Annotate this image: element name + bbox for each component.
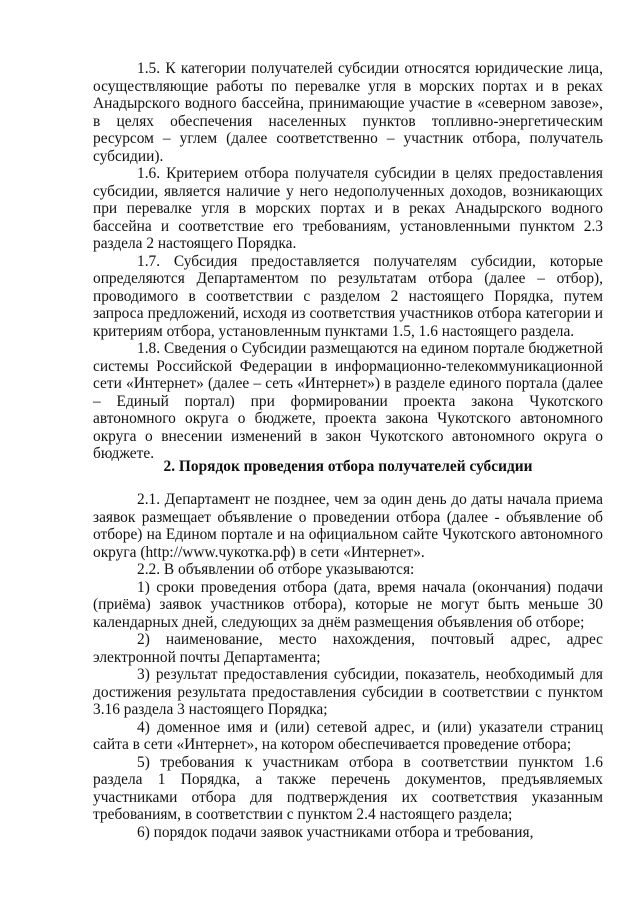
list-item-5: 5) требования к участникам отбора в соответствии пунктом 1.6 раздела 1 Порядка, а также перечень документов, предъявляемых участниками отбора для подтверждения их соответствия указанным требованиям, в соответствии с пунктом 2.4 настоящего раздела;	[93, 753, 603, 823]
list-item-6: 6) порядок подачи заявок участниками отбора и требования,	[137, 823, 534, 841]
list-item-4: 4) доменное имя и (или) сетевой адрес, и (или) указатели страниц сайта в сети «Интернет», на котором обеспечивается проведение отбора;	[93, 718, 603, 753]
section-1-body	[93, 60, 603, 463]
section-2-heading: 2. Порядок проведения отбора получателей субсидии	[163, 458, 533, 475]
paragraph-2-2: 2.2. В объявлении об отборе указываются:	[137, 561, 415, 578]
paragraph-1-8: 1.8. Сведения о Субсидии размещаются на едином портале бюджетной системы Российской Федерации в информационно-телекоммуникационной сети «Интернет» (далее – сеть «Интернет») в разделе единого портала (далее – Единый портал) при формировании проекта закона Чукотского автономного округа о бюджете, проекта закона Чукотского автономного округа о внесении изменений в закон Чукотского автономного округа о бюджете.	[93, 340, 603, 462]
list-item-2: 2) наименование, место нахождения, почтовый адрес, адрес электронной почты Департамента;	[93, 631, 603, 666]
list-item-1: 1) сроки проведения отбора (дата, время начала (окончания) подачи (приёма) заявок участников отбора), которые не могут быть меньше 30 календарных дней, следующих за днём размещения объявления об отборе;	[93, 578, 603, 631]
list-item-3: 3) результат предоставления субсидии, показатель, необходимый для достижения результата предоставления субсидии в соответствии с пунктом 3.16 раздела 3 настоящего Порядка;	[93, 666, 603, 718]
paragraph-2-1: 2.1. Департамент не позднее, чем за один день до даты начала приема заявок размещает объявление о проведении отбора (далее - объявление об отборе) на Едином портале и на официальном сайте Чукотского автономного округа (http://www.чукотка.рф) в сети «Интернет».	[93, 491, 603, 561]
section-2-body	[93, 491, 603, 841]
paragraph-1-5: 1.5. К категории получателей субсидии относятся юридические лица, осуществляющие работы по перевалке угля в морских портах и в реках Анадырского водного бассейна, принимающие участие в «северном завозе», в целях обеспечения населенных пунктов топливно-энергетическим ресурсом – углем (далее соответственно – участник отбора, получатель субсидии).	[93, 60, 603, 165]
paragraph-1-7: 1.7. Субсидия предоставляется получателям субсидии, которые определяются Департаментом по результатам отбора (далее – отбор), проводимого в соответствии с разделом 2 настоящего Порядка, путем запроса предложений, исходя из соответствия участников отбора категории и критериям отбора, установленным пунктами 1.5, 1.6 настоящего раздела.	[93, 252, 603, 340]
paragraph-1-6: 1.6. Критерием отбора получателя субсидии в целях предоставления субсидии, является наличие у него недополученных доходов, возникающих при перевалке угля в морских портах и в реках Анадырского водного бассейна и соответствие его требованиям, установленными пунктом 2.3 раздела 2 настоящего Порядка.	[93, 165, 603, 252]
